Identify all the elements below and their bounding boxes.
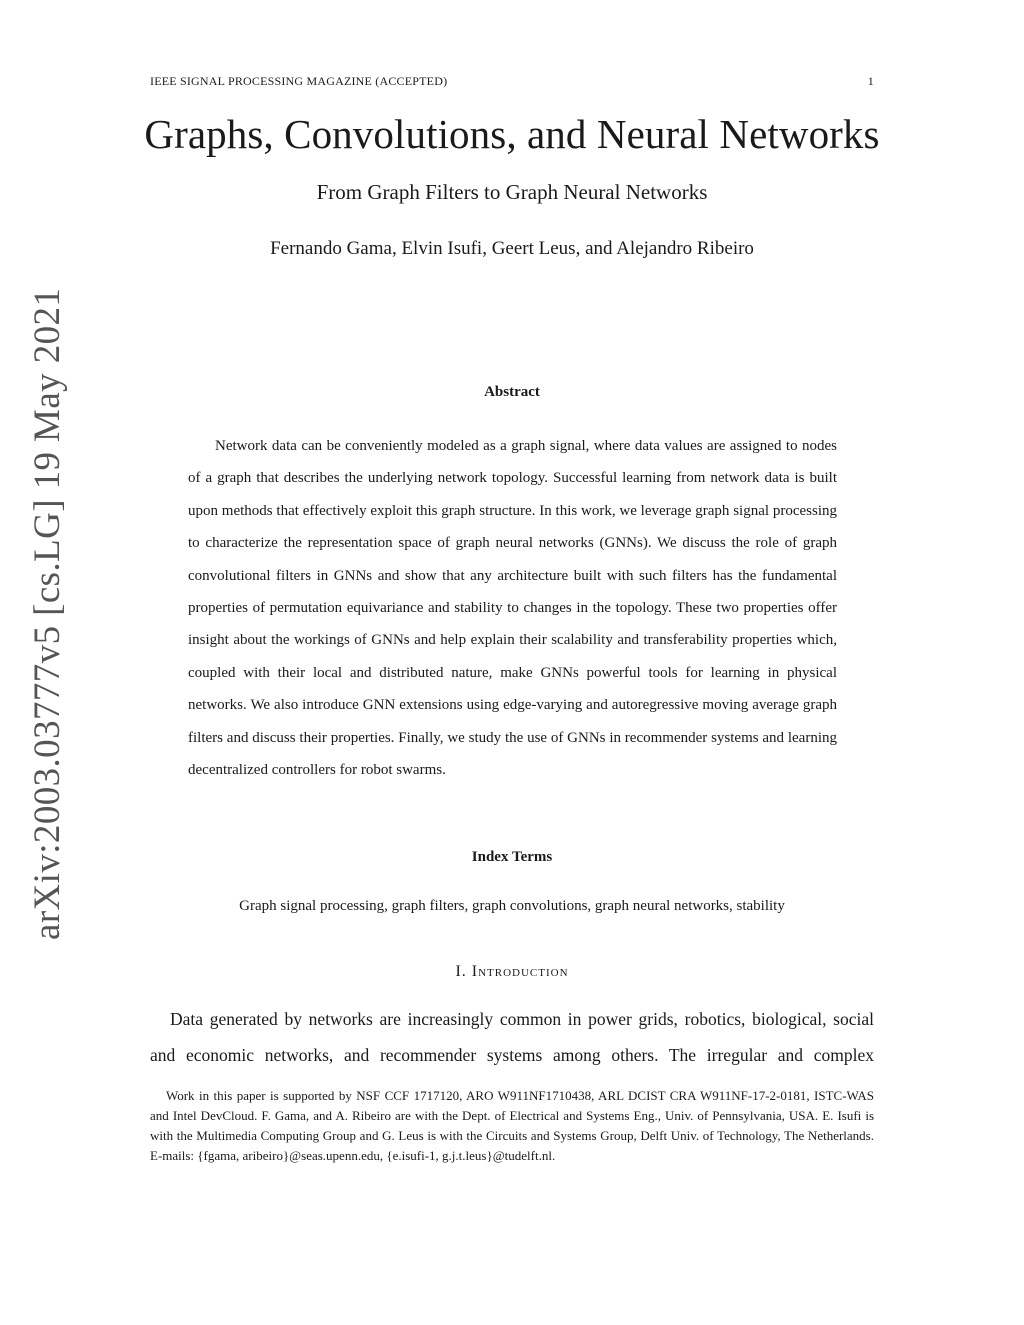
section-heading [150, 963, 874, 981]
paper-title: Graphs, Convolutions, and Neural Networks [144, 111, 880, 157]
author-list: Fernando Gama, Elvin Isufi, Geert Leus, and Alejandro Ribeiro [270, 238, 754, 259]
abstract-text: Network data can be conveniently modeled as a graph signal, where data values are assigned to nodes of a graph that describes the underlying network topology. Successful learning from network data is built upon methods that effectively exploit this graph structure. In this work, we leverage graph signal processing to characterize the representation space of graph neural networks (GNNs). We discuss the role of graph convolutional filters in GNNs and show that any architecture built with such filters has the fundamental properties of permutation equivariance and stability to changes in the topology. These two properties offer insight about the workings of GNNs and help explain their scalability and transferability properties which, coupled with their local and distributed nature, make GNNs powerful tools for learning in physical networks. We also introduce GNN extensions using edge-varying and autoregressive moving average graph filters and discuss their properties. Finally, we study the use of GNNs in recommender systems and learning decentralized controllers for robot swarms. [188, 438, 837, 779]
section-number: I. [455, 963, 467, 980]
index-terms-text: Graph signal processing, graph filters, graph convolutions, graph neural networks, stability [239, 898, 785, 914]
section-title: Introduction [471, 963, 569, 980]
abstract-heading: Abstract [484, 384, 540, 400]
arxiv-identifier: arXiv:2003.03777v5 [cs.LG] 19 May 2021 [27, 287, 68, 940]
index-terms-heading: Index Terms [471, 849, 553, 865]
page-number: 1 [867, 74, 874, 88]
running-header [150, 74, 874, 89]
introduction-text: Data generated by networks are increasingly common in power grids, robotics, biological, social and economic networks, and recommender systems among others. The irregular and complex [150, 1009, 874, 1065]
paper-subtitle: From Graph Filters to Graph Neural Networks [316, 180, 708, 204]
journal-name: IEEE SIGNAL PROCESSING MAGAZINE (ACCEPTED) [150, 74, 448, 88]
footnote: Work in this paper is supported by NSF CCF 1717120, ARO W911NF1710438, ARL DCIST CRA W911NF-17-2-0181, ISTC-WAS and Intel DevCloud. F. Gama, and A. Ribeiro are with the Dept. of Electrical and Systems Eng., Univ. of Pennsylvania, USA. E. Isufi is with the Multimedia Computing Group and G. Leus is with the Circuits and Systems Group, Delft Univ. of Technology, The Netherlands. E-mails: {fgama, aribeiro}@seas.upenn.edu, {e.isufi-1, g.j.t.leus}@tudelft.nl. [150, 1088, 874, 1163]
